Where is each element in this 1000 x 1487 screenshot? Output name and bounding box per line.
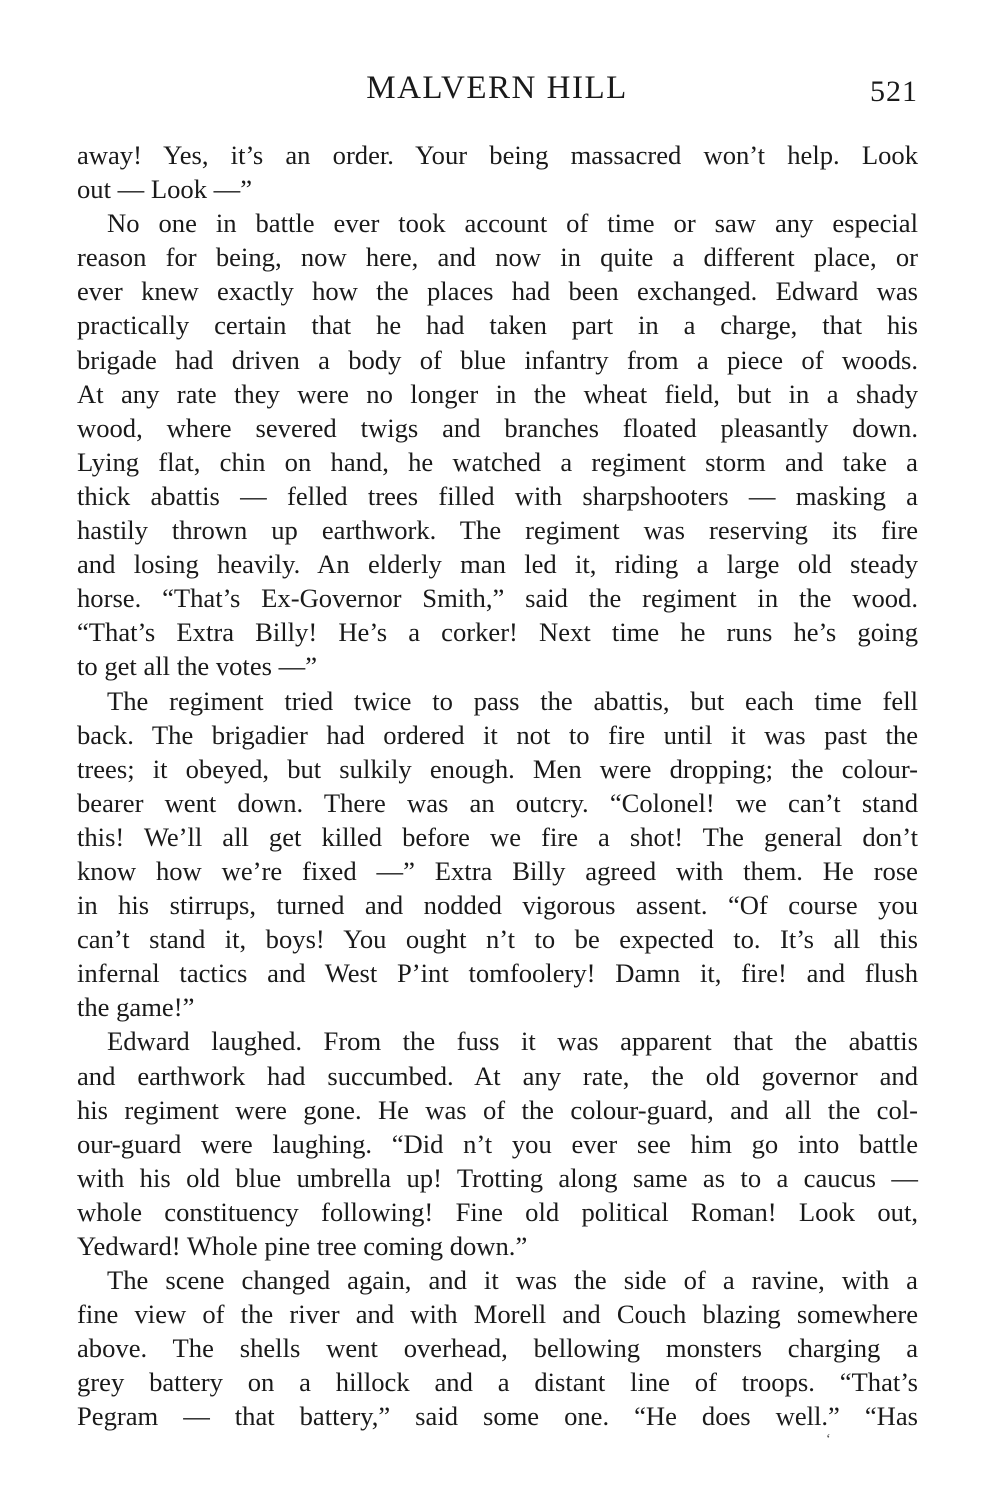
text-line: At any rate they were no longer in the wheat field, but in a shady	[77, 378, 918, 409]
text-line: fine view of the river and with Morell and Couch blazing somewhere	[77, 1299, 918, 1330]
text-line: and earthwork had succumbed. At any rate, the old governor and	[77, 1060, 918, 1091]
text-line: reason for being, now here, and now in quite a different place, or	[77, 242, 918, 273]
text-line: trees; it obeyed, but sulkily enough. Men were dropping; the colour-	[77, 753, 918, 784]
text-line: horse. “That’s Ex-Governor Smith,” said the regiment in the wood.	[77, 583, 918, 614]
text-line: whole constituency following! Fine old political Roman! Look out,	[77, 1196, 918, 1227]
running-title: MALVERN HILL	[366, 70, 628, 106]
text-line: Pegram — that battery,” said some one. “He does well.” “Has	[77, 1401, 918, 1432]
text-line: infernal tactics and West P’int tomfoolery! Damn it, fire! and flush	[77, 958, 918, 989]
text-line: The scene changed again, and it was the side of a ravine, with a	[107, 1265, 918, 1296]
text-line: back. The brigadier had ordered it not to fire until it was past the	[77, 719, 918, 750]
text-line: know how we’re fixed —” Extra Billy agreed with them. He rose	[77, 855, 918, 886]
text-line: away! Yes, it’s an order. Your being massacred won’t help. Look	[77, 140, 918, 170]
body-text	[77, 138, 918, 1434]
text-line: grey battery on a hillock and a distant line of troops. “That’s	[77, 1367, 918, 1398]
text-line: with his old blue umbrella up! Trotting along same as to a caucus —	[77, 1162, 918, 1193]
text-line: to get all the votes —”	[77, 651, 318, 682]
text-line: our-guard were laughing. “Did n’t you ever see him go into battle	[77, 1128, 918, 1159]
text-line: ever knew exactly how the places had been exchanged. Edward was	[77, 276, 918, 307]
text-line: hastily thrown up earthwork. The regiment was reserving its fire	[77, 515, 918, 546]
text-line: Yedward! Whole pine tree coming down.”	[77, 1231, 528, 1261]
text-line: No one in battle ever took account of time or saw any especial	[107, 208, 918, 239]
footer-mark: ‘	[826, 1432, 831, 1447]
text-line: wood, where severed twigs and branches floated pleasantly down.	[77, 412, 918, 443]
text-line: out — Look —”	[77, 174, 253, 205]
text-line: practically certain that he had taken part in a charge, that his	[77, 310, 918, 341]
text-line: in his stirrups, turned and nodded vigorous assent. “Of course you	[77, 890, 918, 921]
text-line: brigade had driven a body of blue infantry from a piece of woods.	[77, 344, 918, 375]
running-head	[76, 68, 918, 108]
text-line: this! We’ll all get killed before we fire a shot! The general don’t	[77, 821, 918, 852]
text-line: “That’s Extra Billy! He’s a corker! Next time he runs he’s going	[77, 617, 918, 648]
text-line: thick abattis — felled trees filled with sharpshooters — masking a	[77, 480, 918, 511]
text-line: can’t stand it, boys! You ought n’t to be expected to. It’s all this	[77, 924, 918, 955]
text-line: bearer went down. There was an outcry. “Colonel! we can’t stand	[77, 787, 918, 818]
page-number: 521	[870, 75, 918, 108]
text-line: above. The shells went overhead, bellowing monsters charging a	[77, 1333, 918, 1364]
text-line: his regiment were gone. He was of the colour-guard, and all the col-	[77, 1094, 918, 1125]
text-line: Lying flat, chin on hand, he watched a regiment storm and take a	[77, 446, 918, 477]
text-line: the game!”	[77, 992, 195, 1023]
text-line: and losing heavily. An elderly man led it, riding a large old steady	[77, 549, 918, 580]
text-line: The regiment tried twice to pass the abattis, but each time fell	[107, 685, 918, 716]
text-line: Edward laughed. From the fuss it was apparent that the abattis	[107, 1026, 918, 1057]
